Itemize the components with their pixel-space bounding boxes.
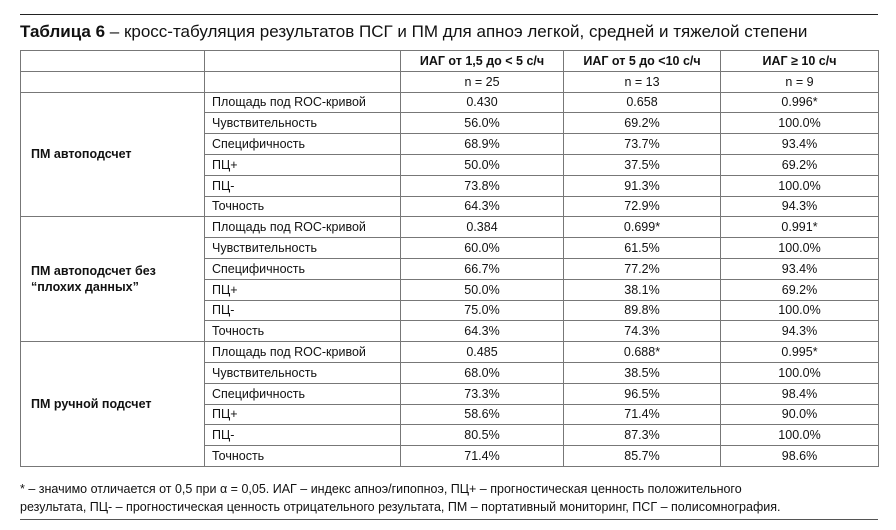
value-cell: 0.688*	[564, 342, 721, 363]
table-row	[21, 92, 879, 113]
value-cell: 0.991*	[721, 217, 879, 238]
value-cell: 0.995*	[721, 342, 879, 363]
value-cell: 94.3%	[721, 321, 879, 342]
value-cell: 73.7%	[564, 134, 721, 155]
metric-label: Площадь под ROC-кривой	[205, 217, 401, 238]
metric-label: Площадь под ROC-кривой	[205, 342, 401, 363]
value-cell: 85.7%	[564, 446, 721, 467]
value-cell: 96.5%	[564, 383, 721, 404]
value-cell: 37.5%	[564, 154, 721, 175]
value-cell: 68.9%	[401, 134, 564, 155]
value-cell: 0.384	[401, 217, 564, 238]
value-cell: 69.2%	[721, 279, 879, 300]
results-table	[20, 50, 879, 467]
value-cell: 58.6%	[401, 404, 564, 425]
value-cell: 93.4%	[721, 258, 879, 279]
value-cell: 0.699*	[564, 217, 721, 238]
table-title	[20, 20, 807, 44]
value-cell: 73.3%	[401, 383, 564, 404]
footnote-line: * – значимо отличается от 0,5 при α = 0,05. ИАГ – индекс апноэ/гипопноэ, ПЦ+ – прогностическая ценность положительного	[20, 482, 742, 496]
group-label: ПМ автоподсчет	[21, 92, 205, 217]
metric-label: Точность	[205, 446, 401, 467]
value-cell: 69.2%	[721, 154, 879, 175]
footnote	[20, 480, 878, 516]
metric-label: Точность	[205, 196, 401, 217]
value-cell: 71.4%	[401, 446, 564, 467]
group-label: ПМ автоподсчет без “плохих данных”	[21, 217, 205, 342]
value-cell: 77.2%	[564, 258, 721, 279]
metric-label: Чувствительность	[205, 238, 401, 259]
header-row	[21, 51, 879, 72]
value-cell: 74.3%	[564, 321, 721, 342]
value-cell: 56.0%	[401, 113, 564, 134]
value-cell: 60.0%	[401, 238, 564, 259]
column-header: ИАГ от 5 до <10 с/ч	[564, 51, 721, 72]
value-cell: 91.3%	[564, 175, 721, 196]
metric-label: Чувствительность	[205, 362, 401, 383]
metric-label: ПЦ-	[205, 300, 401, 321]
sample-size: n = 25	[401, 71, 564, 92]
value-cell: 0.658	[564, 92, 721, 113]
value-cell: 98.4%	[721, 383, 879, 404]
metric-label: Чувствительность	[205, 113, 401, 134]
metric-label: ПЦ+	[205, 404, 401, 425]
sample-size: n = 13	[564, 71, 721, 92]
top-rule	[20, 14, 878, 15]
value-cell: 94.3%	[721, 196, 879, 217]
metric-label: Точность	[205, 321, 401, 342]
metric-label: Специфичность	[205, 383, 401, 404]
bottom-rule	[20, 519, 878, 520]
value-cell: 50.0%	[401, 279, 564, 300]
column-header: ИАГ ≥ 10 с/ч	[721, 51, 879, 72]
value-cell: 68.0%	[401, 362, 564, 383]
value-cell: 100.0%	[721, 300, 879, 321]
metric-label: ПЦ+	[205, 279, 401, 300]
value-cell: 64.3%	[401, 321, 564, 342]
value-cell: 0.996*	[721, 92, 879, 113]
value-cell: 100.0%	[721, 425, 879, 446]
value-cell: 73.8%	[401, 175, 564, 196]
value-cell: 87.3%	[564, 425, 721, 446]
corner-cell	[21, 51, 205, 72]
value-cell: 75.0%	[401, 300, 564, 321]
table-row	[21, 342, 879, 363]
corner-cell	[21, 71, 205, 92]
value-cell: 80.5%	[401, 425, 564, 446]
metric-label: Площадь под ROC-кривой	[205, 92, 401, 113]
value-cell: 90.0%	[721, 404, 879, 425]
metric-label: Специфичность	[205, 258, 401, 279]
table-caption: – кросс-табуляция результатов ПСГ и ПМ для апноэ легкой, средней и тяжелой степени	[105, 22, 808, 41]
metric-label: ПЦ+	[205, 154, 401, 175]
table-number: Таблица 6	[20, 22, 106, 41]
corner-cell	[205, 51, 401, 72]
footnote-line: результата, ПЦ- – прогностическая ценность отрицательного результата, ПМ – портативный мониторинг, ПСГ – полисомнография.	[20, 500, 781, 514]
value-cell: 71.4%	[564, 404, 721, 425]
value-cell: 72.9%	[564, 196, 721, 217]
column-header: ИАГ от 1,5 до < 5 с/ч	[401, 51, 564, 72]
corner-cell	[205, 71, 401, 92]
value-cell: 93.4%	[721, 134, 879, 155]
sample-size: n = 9	[721, 71, 879, 92]
metric-label: Специфичность	[205, 134, 401, 155]
value-cell: 66.7%	[401, 258, 564, 279]
value-cell: 61.5%	[564, 238, 721, 259]
value-cell: 64.3%	[401, 196, 564, 217]
value-cell: 0.485	[401, 342, 564, 363]
metric-label: ПЦ-	[205, 175, 401, 196]
value-cell: 38.1%	[564, 279, 721, 300]
value-cell: 50.0%	[401, 154, 564, 175]
value-cell: 38.5%	[564, 362, 721, 383]
sample-size-row	[21, 71, 879, 92]
value-cell: 89.8%	[564, 300, 721, 321]
table-row	[21, 217, 879, 238]
value-cell: 100.0%	[721, 362, 879, 383]
value-cell: 100.0%	[721, 113, 879, 134]
value-cell: 100.0%	[721, 175, 879, 196]
metric-label: ПЦ-	[205, 425, 401, 446]
value-cell: 69.2%	[564, 113, 721, 134]
group-label: ПМ ручной подсчет	[21, 342, 205, 467]
value-cell: 98.6%	[721, 446, 879, 467]
value-cell: 0.430	[401, 92, 564, 113]
value-cell: 100.0%	[721, 238, 879, 259]
